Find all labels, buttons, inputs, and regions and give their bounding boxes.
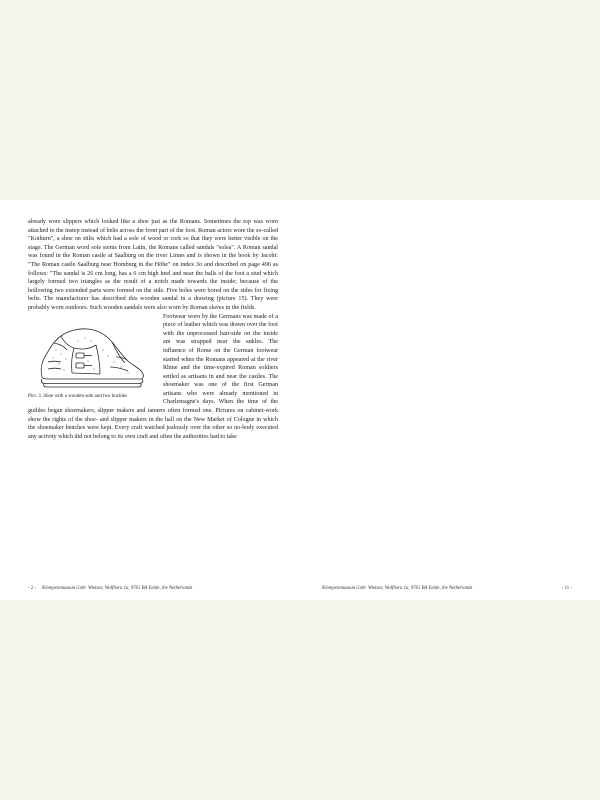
page-columns [0,200,600,600]
shoe-with-wooden-sole-drawing [28,317,154,391]
left-page-footer [0,586,300,591]
left-page [0,200,300,600]
document-page-spread [0,200,600,600]
right-page-number: - 11 - [561,586,572,591]
right-page [300,200,600,600]
left-footer-text: Klompenmuseum Gebr. Wietzes, Wolfhorn 1a, 9761 BA Eelde, the Netherlands [42,586,193,591]
figure-shoe-with-wooden-sole [28,317,156,400]
left-page-number: - 2 - [28,586,36,591]
paragraph-roman-footwear: already wore slippers which looked like a shoe just as the Romans. Sometimes the top was worn attached to the instep instead of belts across the front part of the foot. Roman actors wore the so-called "Kothurn", a shoe on stilts which had a sole of wood or cork so that they were better visible on the stage. The German word sole stems from Latin, the Romans called sandals "solea". A Roman sandal was found in the Roman castle at Saalburg on the river Limes and is shown in the book by Jacobi: "The Roman castle Saalburg near Homburg in the Höhe" on index 3o and described on page 496 as follows: "The sandal is 26 cm long, has a 6 cm high heel and near the balls of the foot a stud which largely formed two triangles as the result of a notch made towards the inside; because of the hollowing two extended parts were formed on the side. Five holes were bored on the sides for fixing belts. The manufacturer has described this wooden sandal in a drawing (picture 15). They were probably worn outdoors. Such wooden sandals were also worn by Roman slaves in the fields. [28,219,278,311]
paragraph-german-footwear: Footwear worn by the Germans was made of a piece of leather which was drawn over the foot with the unprocessed hair-side on the inside am was strapped near the ankles. The influence of Rome on the German footwear started when the Romans appeared at the river Rhine and the time-expired Roman soldiers settled as artisans in and near the castles. The shoemaker was one of the first German artisans who were already mentioned in Charlemagne's days. When the time of the guildes began shoemakers, slipper makers and tanners often formed one. Pictures on cabinet-work show the rights of the shoe- and slipper makers in the hall on the New Market of Cologne in which the shoemaker benches were kept. Every craft watched jealously over the other so no-body executed any activity which did not belong to its own craft and often the authorities had to take [28,313,278,440]
right-footer-text: Klompenmuseum Gebr. Wietzes, Wolfhorn 1a, 9761 BA Eelde, the Netherlands [322,586,473,591]
figure-caption: Pict. 3. Shoe with a wooden sole and two buckles [28,393,128,399]
right-page-footer [300,586,600,591]
